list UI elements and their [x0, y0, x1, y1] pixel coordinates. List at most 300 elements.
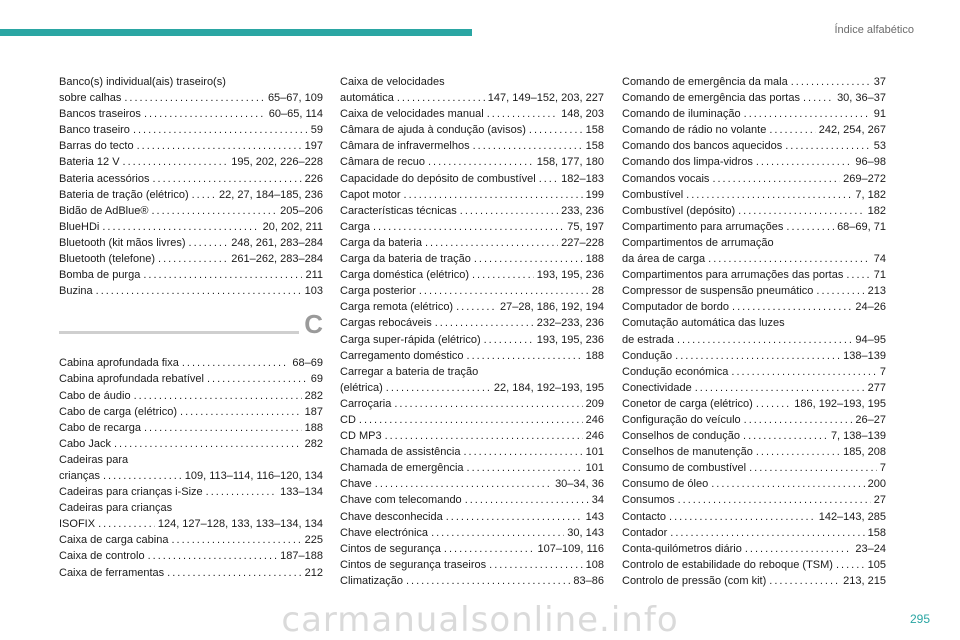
dot-leader [487, 106, 558, 122]
index-entry-label: Comando de emergência da mala [622, 76, 788, 88]
index-entry-pages: 26–27 [855, 413, 886, 426]
dot-leader [529, 122, 583, 138]
index-entry-pages: 242, 254, 267 [818, 124, 886, 137]
index-entry-label: Computador de bordo [622, 301, 730, 314]
index-entry-pages: 147, 149–152, 203, 227 [487, 92, 604, 105]
index-entry [622, 138, 886, 154]
index-entry-first-line: Cadeiras para crianças [59, 502, 173, 515]
index-entry-label: Bateria de tração (elétrico) [59, 188, 189, 201]
index-entry [59, 219, 323, 235]
index-group-c-cont-2 [622, 74, 886, 589]
index-entry [622, 525, 886, 541]
index-entry-label: Bluetooth (telefone) [59, 253, 156, 266]
index-entry-label: Configuração do veículo [622, 413, 741, 426]
index-entry-label: Bateria 12 V [59, 156, 120, 169]
index-entry-pages: 107–109, 116 [537, 542, 604, 555]
index-entry-pages: 182–183 [561, 172, 604, 185]
index-entry-pages: 103 [304, 285, 323, 298]
index-entry-label: Caixa de velocidades manual [340, 108, 484, 121]
index-entry-label: Capot motor [340, 188, 401, 201]
index-entry [622, 90, 886, 106]
index-entry-label: Câmara de infravermelhos [340, 140, 470, 153]
index-entry [340, 364, 604, 396]
index-entry-pages: 158 [585, 140, 604, 153]
dot-leader [846, 267, 870, 283]
dot-leader [192, 187, 216, 203]
index-entry-pages: 65–67, 109 [267, 92, 323, 105]
dot-leader [756, 154, 853, 170]
index-entry-pages: 75, 197 [567, 220, 604, 233]
dot-leader [738, 203, 865, 219]
index-entry-pages: 148, 203 [561, 108, 604, 121]
index-entry [340, 557, 604, 573]
index-entry-label: Carga da bateria [340, 236, 422, 249]
index-entry [340, 573, 604, 589]
index-entry-label: Conetor de carga (elétrico) [622, 397, 753, 410]
dot-leader [695, 380, 865, 396]
dot-leader [102, 219, 259, 235]
index-entry-pages: 22, 184, 192–193, 195 [493, 381, 604, 394]
dot-leader [444, 541, 535, 557]
dot-leader [708, 251, 871, 267]
dot-leader [171, 532, 301, 548]
index-entry-pages: 205–206 [280, 204, 323, 217]
dot-leader [678, 492, 871, 508]
index-entry-label: Comando de rádio no volante [622, 124, 767, 137]
index-entry-label: Capacidade do depósito de combustível [340, 172, 536, 185]
index-entry [340, 299, 604, 315]
dot-leader [133, 122, 308, 138]
index-entry-pages: 233, 236 [561, 204, 604, 217]
index-entry-pages: 23–24 [855, 542, 886, 555]
index-entry-label: Controlo de pressão (com kit) [622, 574, 767, 587]
index-entry-pages: 213 [867, 285, 886, 298]
dot-leader [435, 315, 534, 331]
index-entry-pages: 68–69, 71 [837, 220, 886, 233]
dot-leader [373, 219, 564, 235]
index-entry-pages: 282 [304, 437, 323, 450]
dot-leader [375, 476, 552, 492]
dot-leader [745, 541, 853, 557]
index-entry-label: Comando dos bancos aquecidos [622, 140, 783, 153]
dot-leader [431, 525, 564, 541]
index-entry-label: Banco traseiro [59, 124, 130, 137]
index-entry-pages: 28 [591, 285, 604, 298]
index-entry-pages: 246 [585, 413, 604, 426]
index-entry-label: Compressor de suspensão pneumático [622, 285, 814, 298]
index-entry [59, 548, 323, 564]
index-entry-first-line: Carregar a bateria de tração [340, 365, 479, 378]
dot-leader [769, 122, 815, 138]
index-entry-label: Bomba de purga [59, 269, 141, 282]
dot-leader [785, 138, 871, 154]
index-entry-pages: 94–95 [855, 333, 886, 346]
dot-leader [425, 235, 558, 251]
index-entry-pages: 7, 182 [855, 188, 886, 201]
index-entry-pages: 30, 143 [567, 526, 604, 539]
dot-leader [465, 492, 589, 508]
index-entry-pages: 187–188 [280, 550, 323, 563]
index-entry-label: Comando de emergência das portas [622, 92, 800, 105]
index-entry-pages: 108 [585, 558, 604, 571]
index-entry-label: Carroçaria [340, 397, 392, 410]
index-entry-label: Compartimentos para arrumações das portas [622, 269, 844, 282]
index-entry-label: ISOFIX [59, 518, 96, 531]
index-entry-pages: 109, 113–114, 116–120, 134 [184, 469, 323, 482]
index-entry-pages: 269–272 [843, 172, 886, 185]
index-entry-label: Conectividade [622, 381, 692, 394]
index-entry [340, 283, 604, 299]
index-entry [622, 541, 886, 557]
index-entry [340, 267, 604, 283]
index-entry [59, 355, 323, 371]
index-entry-label: Cintos de segurança [340, 542, 441, 555]
dot-leader [711, 476, 864, 492]
index-entry-pages: 188 [585, 349, 604, 362]
index-entry-pages: 34 [591, 494, 604, 507]
index-entry-label: Condução [622, 349, 673, 362]
index-entry-label: sobre calhas [59, 92, 122, 105]
index-entry-pages: 199 [585, 188, 604, 201]
dot-leader [731, 364, 876, 380]
index-entry-label: Combustível (depósito) [622, 204, 736, 217]
index-entry-pages: 213, 215 [843, 574, 886, 587]
index-entry [622, 122, 886, 138]
index-entry [340, 509, 604, 525]
index-entry [340, 541, 604, 557]
section-separator [59, 299, 323, 355]
index-entry [340, 235, 604, 251]
index-entry-pages: 186, 192–193, 195 [794, 397, 886, 410]
index-entry [59, 500, 323, 532]
index-entry-label: Carregamento doméstico [340, 349, 464, 362]
dot-leader [743, 428, 828, 444]
dot-leader [474, 251, 583, 267]
dot-leader [98, 516, 155, 532]
dot-leader [397, 90, 485, 106]
dot-leader [428, 154, 534, 170]
index-group-b [59, 74, 323, 299]
index-entry [622, 476, 886, 492]
index-entry [622, 557, 886, 573]
dot-leader [749, 460, 877, 476]
index-entry-label: Chave desconhecida [340, 510, 443, 523]
index-entry-pages: 232–233, 236 [536, 317, 604, 330]
index-entry [59, 267, 323, 283]
index-entry-pages: 209 [585, 397, 604, 410]
index-entry-label: CD MP3 [340, 430, 382, 443]
dot-leader [816, 283, 864, 299]
section-rule [59, 331, 299, 334]
index-entry-pages: 30–34, 36 [555, 478, 604, 491]
index-entry [59, 484, 323, 500]
index-entry-pages: 60–65, 114 [268, 108, 323, 121]
dot-leader [148, 548, 278, 564]
index-entry-label: de estrada [622, 333, 674, 346]
dot-leader [756, 444, 840, 460]
index-entry-label: Controlo de estabilidade do reboque (TSM) [622, 558, 833, 571]
index-entry-label: BlueHDi [59, 220, 100, 233]
index-entry-pages: 22, 27, 184–185, 236 [219, 188, 323, 201]
index-entry [340, 154, 604, 170]
index-entry [59, 106, 323, 122]
index-entry-first-line: Cadeiras para [59, 453, 129, 466]
index-column-3 [622, 74, 886, 589]
index-entry [59, 565, 323, 581]
index-entry-pages: 212 [304, 566, 323, 579]
index-entry [340, 348, 604, 364]
index-entry-pages: 227–228 [561, 236, 604, 249]
dot-leader [791, 74, 871, 90]
dot-leader [744, 412, 853, 428]
index-entry [622, 573, 886, 589]
index-entry [622, 283, 886, 299]
dot-leader [359, 412, 583, 428]
dot-leader [675, 348, 840, 364]
index-entry [59, 532, 323, 548]
index-entry-label: Consumo de óleo [622, 478, 709, 491]
index-entry-label: da área de carga [622, 253, 706, 266]
dot-leader [394, 396, 582, 412]
index-entry-pages: 124, 127–128, 133, 133–134, 134 [157, 518, 323, 531]
index-entry [59, 404, 323, 420]
index-entry-pages: 7 [879, 462, 886, 475]
dot-leader [489, 557, 583, 573]
index-entry [59, 283, 323, 299]
index-entry [340, 476, 604, 492]
dot-leader [180, 404, 302, 420]
index-entry [622, 412, 886, 428]
index-entry-label: Consumo de combustível [622, 462, 747, 475]
index-entry-label: Cabo de recarga [59, 421, 141, 434]
index-entry-label: Cabo de carga (elétrico) [59, 405, 178, 418]
dot-leader [182, 355, 290, 371]
index-entry-label: Combustível [622, 188, 684, 201]
index-entry [622, 460, 886, 476]
index-entry [622, 492, 886, 508]
index-entry-pages: 101 [585, 462, 604, 475]
index-entry [622, 348, 886, 364]
index-entry-pages: 37 [873, 76, 886, 88]
dot-leader [386, 380, 491, 396]
index-entry [340, 315, 604, 331]
index-entry-pages: 83–86 [573, 574, 604, 587]
dot-leader [756, 396, 791, 412]
index-entry [622, 396, 886, 412]
index-entry-label: Cabo de áudio [59, 389, 131, 402]
index-entry-pages: 7, 138–139 [830, 430, 886, 443]
dot-leader [472, 267, 534, 283]
dot-leader [385, 428, 583, 444]
index-entry-pages: 158, 177, 180 [536, 156, 604, 169]
dot-leader [114, 436, 302, 452]
index-entry-pages: 142–143, 285 [818, 510, 886, 523]
index-entry [622, 509, 886, 525]
index-entry [59, 74, 323, 106]
index-entry [340, 219, 604, 235]
index-entry-pages: 96–98 [855, 156, 886, 169]
index-entry-label: Bancos traseiros [59, 108, 141, 121]
index-entry-pages: 188 [585, 253, 604, 266]
index-entry-pages: 101 [585, 446, 604, 459]
index-entry-label: Cabina aprofundada rebatível [59, 373, 204, 386]
index-entry [340, 251, 604, 267]
index-entry [340, 171, 604, 187]
index-entry [59, 171, 323, 187]
index-entry [340, 525, 604, 541]
index-entry [622, 235, 886, 267]
index-entry-label: Carga posterior [340, 285, 416, 298]
index-entry-label: Comando de iluminação [622, 108, 741, 121]
index-entry [340, 396, 604, 412]
dot-leader [732, 299, 852, 315]
index-entry-label: Conselhos de condução [622, 430, 741, 443]
index-entry-label: Chave com telecomando [340, 494, 462, 507]
index-entry [622, 428, 886, 444]
dot-leader [446, 509, 583, 525]
index-entry-label: Carga remota (elétrico) [340, 301, 454, 314]
section-letter: C [304, 309, 323, 340]
index-entry [340, 492, 604, 508]
index-entry-label: Buzina [59, 285, 93, 298]
dot-leader [137, 138, 302, 154]
dot-leader [419, 283, 589, 299]
index-entry [59, 436, 323, 452]
index-entry [340, 106, 604, 122]
index-entry-label: Bluetooth (kit mãos livres) [59, 236, 186, 249]
index-entry-pages: 187 [304, 405, 323, 418]
dot-leader [406, 573, 570, 589]
index-entry-pages: 91 [873, 108, 886, 121]
index-entry-label: Cintos de segurança traseiros [340, 558, 487, 571]
index-entry [340, 74, 604, 106]
index-entry-label: Consumos [622, 494, 675, 507]
dot-leader [467, 348, 583, 364]
dot-leader [153, 171, 302, 187]
index-entry [622, 267, 886, 283]
dot-leader [143, 267, 302, 283]
page-header-title: Índice alfabético [834, 24, 914, 36]
index-entry [622, 444, 886, 460]
index-entry-label: Chave electrónica [340, 526, 429, 539]
index-entry-pages: 30, 36–37 [837, 92, 886, 105]
index-entry [59, 371, 323, 387]
dot-leader [189, 235, 229, 251]
index-entry-pages: 27 [873, 494, 886, 507]
index-entry-label: Carga [340, 220, 370, 233]
index-entry-pages: 193, 195, 236 [536, 333, 604, 346]
index-entry-label: Contacto [622, 510, 667, 523]
dot-leader [669, 509, 816, 525]
index-entry-label: Características técnicas [340, 204, 457, 217]
index-entry-pages: 74 [873, 253, 886, 266]
index-group-c-cont [340, 74, 604, 589]
index-entry-label: Cabo Jack [59, 437, 111, 450]
index-entry [622, 106, 886, 122]
index-entry-pages: 225 [304, 534, 323, 547]
index-entry-pages: 193, 195, 236 [536, 269, 604, 282]
index-entry [59, 187, 323, 203]
index-entry-label: Comandos vocais [622, 172, 710, 185]
index-entry-label: Comando dos limpa-vidros [622, 156, 753, 169]
index-entry [622, 315, 886, 347]
dot-leader [712, 171, 840, 187]
index-entry [340, 428, 604, 444]
index-entry-pages: 246 [585, 430, 604, 443]
index-entry [622, 380, 886, 396]
index-entry-first-line: Comutação automática das luzes [622, 317, 785, 330]
index-entry [340, 138, 604, 154]
dot-leader [484, 332, 534, 348]
dot-leader [769, 573, 840, 589]
index-entry-label: Bidão de AdBlue® [59, 204, 149, 217]
dot-leader [463, 444, 582, 460]
index-entry-pages: 68–69 [292, 357, 323, 370]
index-entry-pages: 277 [867, 381, 886, 394]
index-column-1 [59, 74, 323, 581]
index-entry-pages: 143 [585, 510, 604, 523]
index-entry-label: Câmara de recuo [340, 156, 425, 169]
index-entry-label: Chave [340, 478, 372, 491]
index-entry-pages: 24–26 [855, 301, 886, 314]
dot-leader [167, 565, 301, 581]
dot-leader [473, 138, 583, 154]
index-entry-pages: 7 [879, 365, 886, 378]
index-entry [622, 203, 886, 219]
dot-leader [206, 484, 278, 500]
index-entry-label: Carga da bateria de tração [340, 253, 471, 266]
index-entry-first-line: Caixa de velocidades [340, 76, 445, 88]
index-entry-label: Chamada de assistência [340, 446, 461, 459]
index-entry-label: Caixa de carga cabina [59, 534, 169, 547]
index-entry-label: Barras do tecto [59, 140, 134, 153]
index-entry-pages: 226 [304, 172, 323, 185]
index-entry-pages: 20, 202, 211 [262, 220, 323, 233]
index-entry [59, 251, 323, 267]
index-entry-pages: 69 [310, 373, 323, 386]
dot-leader [456, 299, 497, 315]
index-entry-label: automática [340, 92, 394, 105]
dot-leader [144, 420, 302, 436]
index-entry [59, 154, 323, 170]
index-entry-label: (elétrica) [340, 381, 383, 394]
dot-leader [404, 187, 583, 203]
dot-leader [836, 557, 865, 573]
index-entry-pages: 138–139 [843, 349, 886, 362]
index-entry-label: Caixa de controlo [59, 550, 145, 563]
index-entry-label: Climatização [340, 574, 403, 587]
index-entry [340, 122, 604, 138]
index-entry-pages: 182 [867, 204, 886, 217]
index-entry-label: Cadeiras para crianças i-Size [59, 486, 203, 499]
index-entry [59, 452, 323, 484]
index-entry-label: Bateria acessórios [59, 172, 150, 185]
index-entry-pages: 261–262, 283–284 [231, 253, 323, 266]
index-entry [622, 299, 886, 315]
index-entry-pages: 188 [304, 421, 323, 434]
index-entry-pages: 197 [304, 140, 323, 153]
dot-leader [539, 171, 558, 187]
header-accent-bar [0, 29, 472, 36]
index-entry-label: Caixa de ferramentas [59, 566, 165, 579]
dot-leader [686, 187, 852, 203]
index-entry-first-line: Compartimentos de arrumação [622, 236, 774, 249]
index-entry-pages: 105 [867, 558, 886, 571]
index-entry [59, 388, 323, 404]
index-entry [59, 420, 323, 436]
index-entry-pages: 282 [304, 389, 323, 402]
index-entry [622, 219, 886, 235]
